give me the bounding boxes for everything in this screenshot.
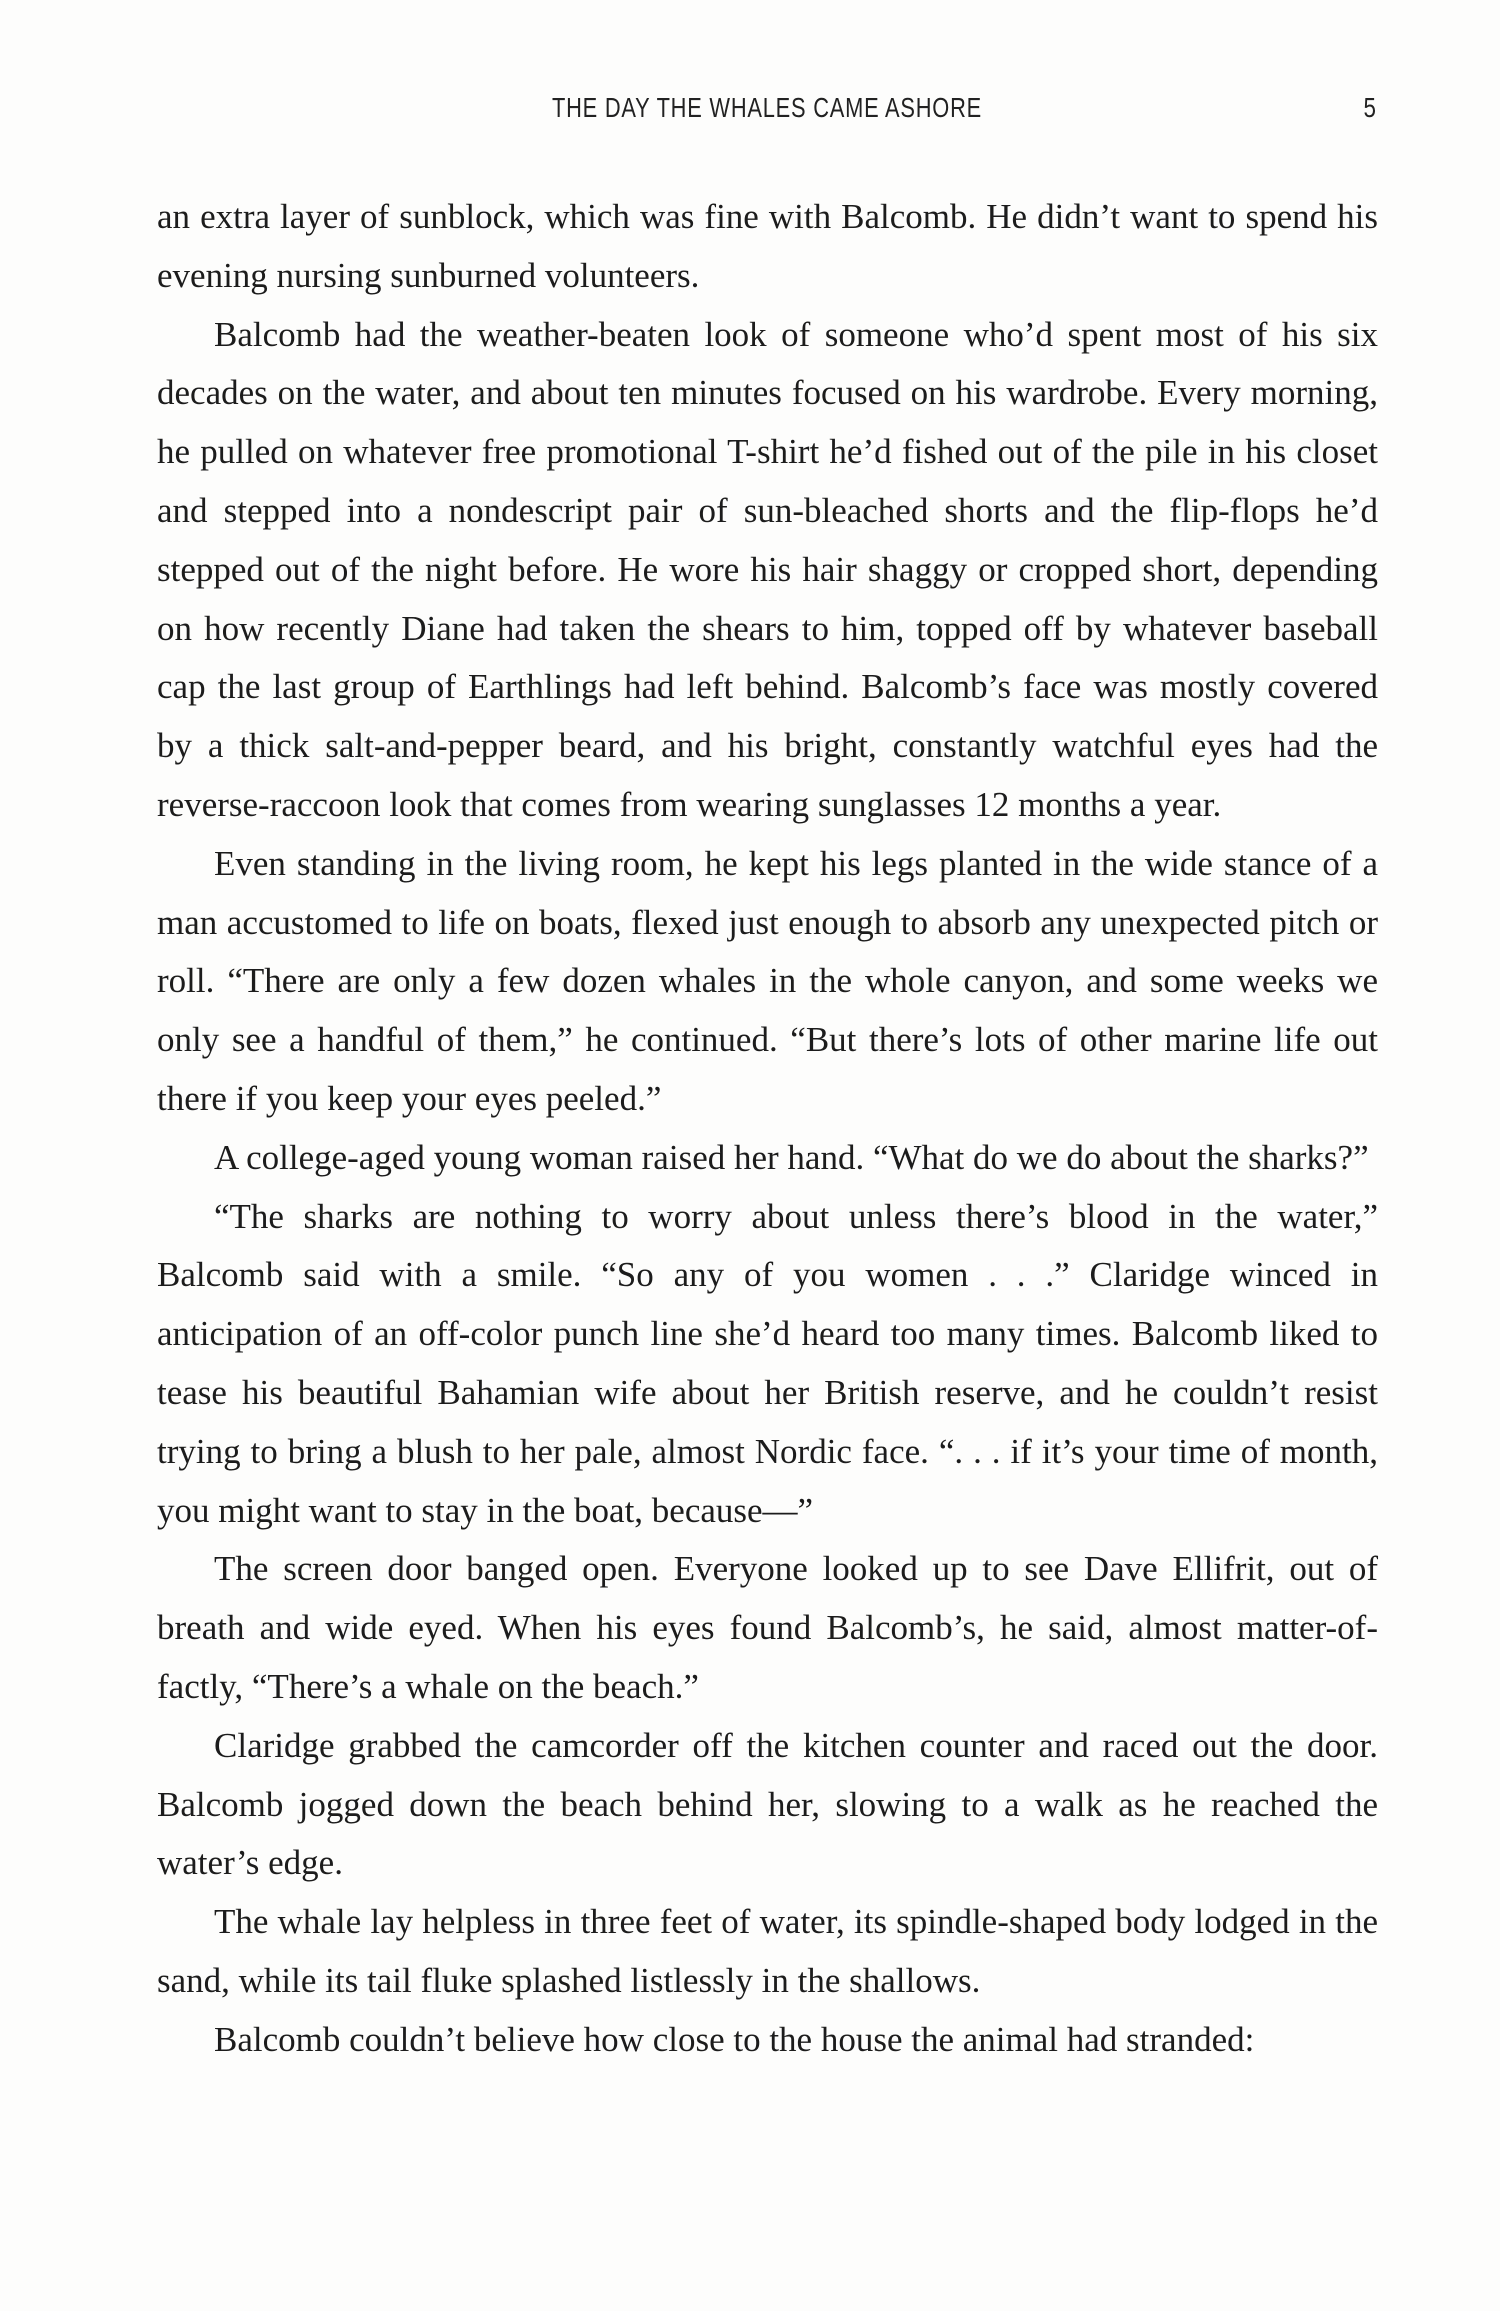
paragraph-8: The whale lay helpless in three feet of water, its spindle-shaped body lodged in the sand, while its tail fluke splashed listlessly in the shallows. — [157, 1902, 1378, 2000]
body-text — [157, 188, 1378, 2070]
paragraph-5: “The sharks are nothing to worry about unless there’s blood in the water,” Balcomb said with a smile. “So any of you women . . .” Claridge winced in anticipation of an off-color punch line she’d heard too many times. Balcomb liked to tease his beautiful Bahamian wife about her British reserve, and he couldn’t resist trying to bring a blush to her pale, almost Nordic face. “. . . if it’s your time of month, you might want to stay in the boat, because—” — [157, 1196, 1378, 1530]
paragraph-6: The screen door banged open. Everyone looked up to see Dave Ellifrit, out of breath and wide eyed. When his eyes found Balcomb’s, he said, almost matter-of-factly, “There’s a whale on the beach.” — [157, 1549, 1378, 1706]
paragraph-3: Even standing in the living room, he kept his legs planted in the wide stance of a man accustomed to life on boats, flexed just enough to absorb any unexpected pitch or roll. “There are only a few dozen whales in the whole canyon, and some weeks we only see a handful of them,” he continued. “But there’s lots of other marine life out there if you keep your eyes peeled.” — [157, 843, 1378, 1118]
page-number: 5 — [1363, 92, 1377, 123]
paragraph-7: Claridge grabbed the camcorder off the kitchen counter and raced out the door. Balcomb jogged down the beach behind her, slowing to a walk as he reached the water’s edge. — [157, 1725, 1378, 1883]
running-head — [156, 92, 1378, 132]
paragraph-2: Balcomb had the weather-beaten look of someone who’d spent most of his six decades on the water, and about ten minutes focused on his wardrobe. Every morning, he pulled on whatever free promotional T-shirt he’d fished out of the pile in his closet and stepped into a nondescript pair of sun-bleached shorts and the flip-flops he’d stepped out of the night before. He wore his hair shaggy or cropped short, depending on how recently Diane had taken the shears to him, topped off by whatever baseball cap the last group of Earthlings had left behind. Balcomb’s face was mostly covered by a thick salt-and-pepper beard, and his bright, constantly watchful eyes had the reverse-raccoon look that comes from wearing sunglasses 12 months a year. — [157, 314, 1378, 824]
paragraph-1: an extra layer of sunblock, which was fine with Balcomb. He didn’t want to spend his evening nursing sunburned volunteers. — [157, 197, 1378, 295]
running-title: THE DAY THE WHALES CAME ASHORE — [552, 92, 982, 123]
paragraph-9: Balcomb couldn’t believe how close to the house the animal had stranded: — [214, 2019, 1255, 2059]
paragraph-4: A college-aged young woman raised her hand. “What do we do about the sharks?” — [214, 1137, 1369, 1177]
